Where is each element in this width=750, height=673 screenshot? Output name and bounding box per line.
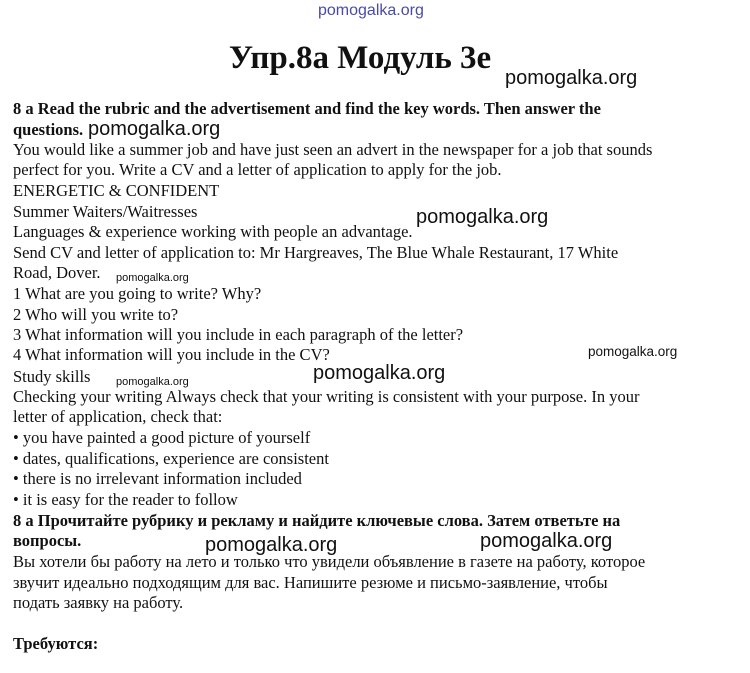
checklist-bullet: • you have painted a good picture of yourself (13, 428, 311, 447)
watermark: pomogalka.org (116, 272, 189, 284)
english-task-line-2: questions. (13, 120, 84, 139)
watermark: pomogalka.org (88, 118, 221, 140)
checklist-bullet: • there is no irrelevant information included (13, 469, 302, 488)
english-rubric-line-2: perfect for you. Write a CV and a letter of application to apply for the job. (13, 160, 502, 179)
watermark: pomogalka.org (416, 206, 549, 228)
watermark: pomogalka.org (205, 534, 338, 556)
ad-heading: ENERGETIC & CONFIDENT (13, 181, 220, 200)
question-1: 1 What are you going to write? Why? (13, 284, 262, 303)
russian-rubric-line-3: подать заявку на работу. (13, 593, 184, 612)
checking-line-2: letter of application, check that: (13, 407, 223, 426)
checklist-bullet: • dates, qualifications, experience are consistent (13, 449, 329, 468)
watermark: pomogalka.org (588, 344, 678, 359)
ad-requirements: Languages & experience working with people an advantage. (13, 222, 413, 241)
english-task-line-1: 8 a Read the rubric and the advertisement and find the key words. Then answer the (13, 99, 601, 118)
watermark: pomogalka.org (505, 67, 638, 89)
russian-rubric-line-2: звучит идеально подходящим для вас. Напишите резюме и письмо-заявление, чтобы (13, 573, 608, 592)
ad-position: Summer Waiters/Waitresses (13, 202, 198, 221)
watermark: pomogalka.org (480, 530, 613, 552)
checklist-bullet: • it is easy for the reader to follow (13, 490, 238, 509)
ad-send-line-2: Road, Dover. (13, 263, 101, 282)
question-4: 4 What information will you include in the CV? (13, 345, 330, 364)
checking-line-1: Checking your writing Always check that your writing is consistent with your purpose. In your (13, 387, 640, 406)
watermark: pomogalka.org (313, 362, 446, 384)
watermark-top: pomogalka.org (318, 2, 424, 19)
russian-rubric-line-1: Вы хотели бы работу на лето и только что увидели объявление в газете на работу, которое (13, 552, 646, 571)
english-rubric-line-1: You would like a summer job and have just seen an advert in the newspaper for a job that sounds (13, 140, 653, 159)
question-2: 2 Who will you write to? (13, 305, 179, 324)
page-title: Упр.8а Модуль 3е (228, 40, 492, 76)
russian-wanted-heading: Требуются: (13, 634, 99, 653)
ad-send-line-1: Send CV and letter of application to: Mr Hargreaves, The Blue Whale Restaurant, 17 White (13, 243, 619, 262)
study-skills-heading: Study skills (13, 367, 91, 386)
russian-task-line-2: вопросы. (13, 531, 82, 550)
watermark: pomogalka.org (116, 376, 189, 388)
question-3: 3 What information will you include in each paragraph of the letter? (13, 325, 464, 344)
russian-task-line-1: 8 a Прочитайте рубрику и рекламу и найдите ключевые слова. Затем ответьте на (13, 511, 621, 530)
